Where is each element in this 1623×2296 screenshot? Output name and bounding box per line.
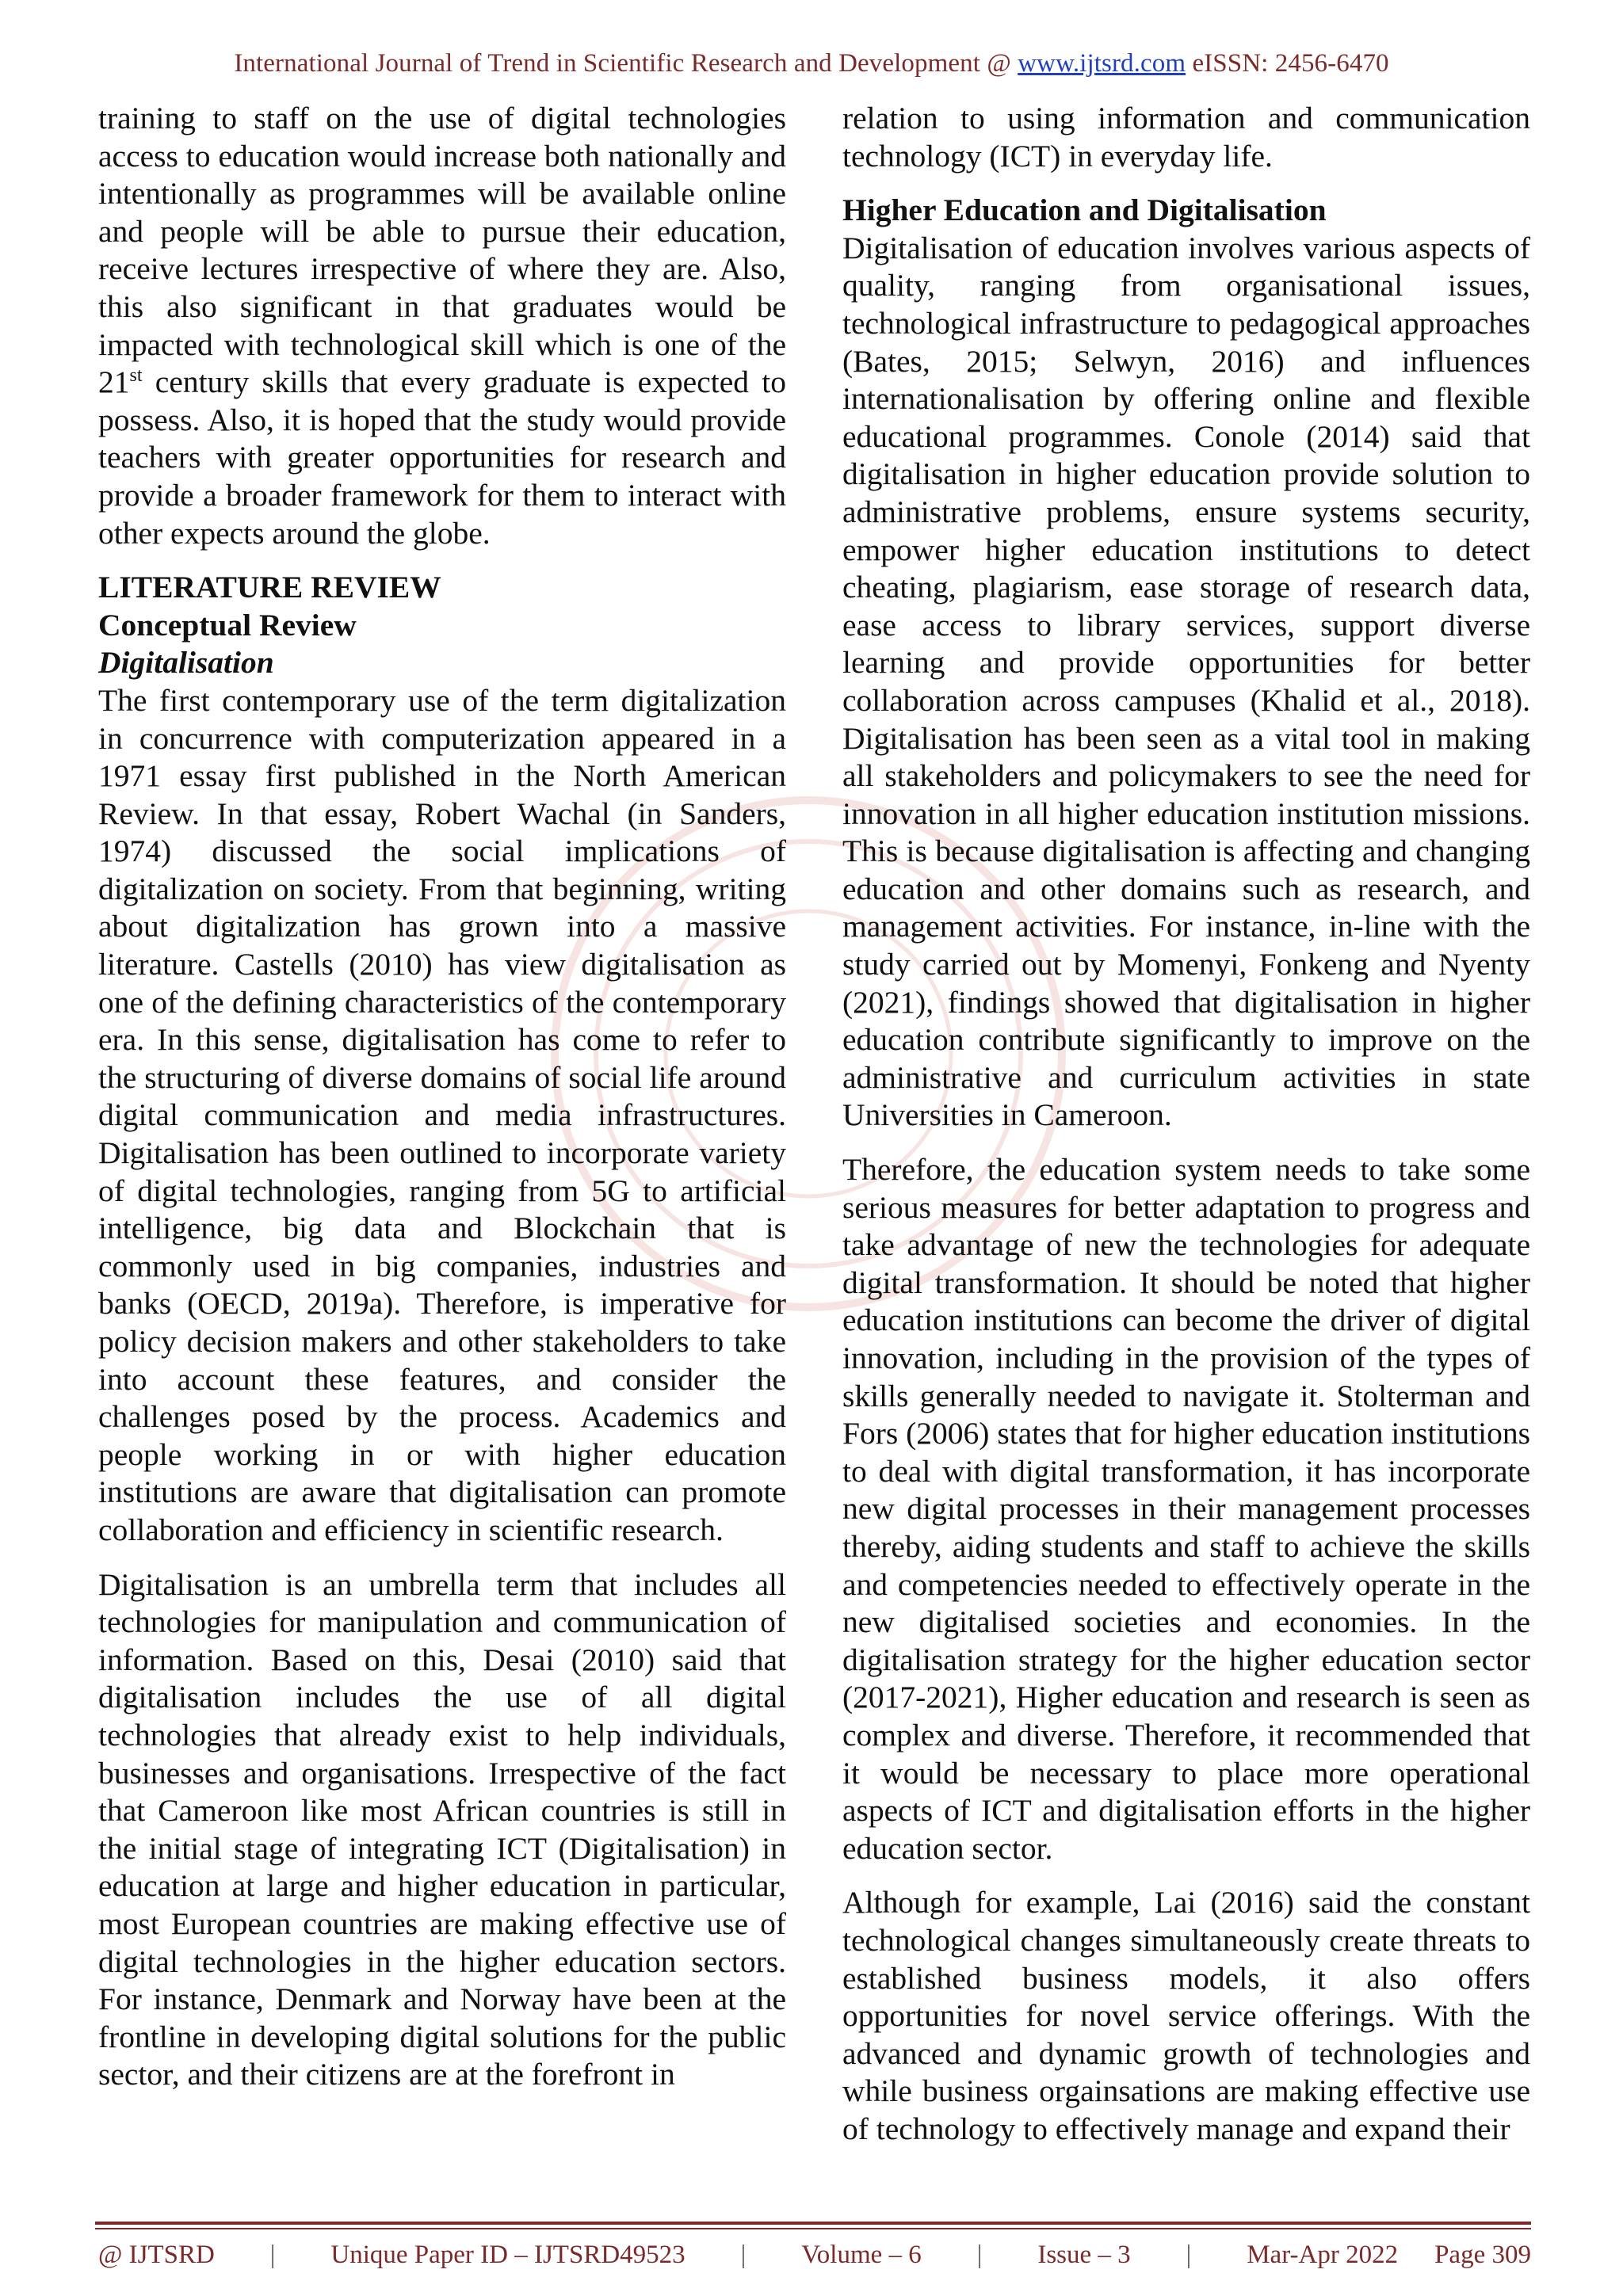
- running-footer: [98, 2241, 1531, 2270]
- footer-volume: Volume – 6: [801, 2241, 922, 2269]
- digitalisation-subheading: Digitalisation: [98, 645, 274, 681]
- journal-issn: eISSN: 2456-6470: [1192, 49, 1389, 78]
- footer-rule-top: [95, 2222, 1531, 2225]
- journal-url-link[interactable]: www.ijtsrd.com: [1018, 49, 1186, 78]
- continuation-paragraph: relation to using information and communication technology (ICT) in everyday life.: [842, 101, 1530, 174]
- journal-name: International Journal of Trend in Scientific Research and Development @: [234, 49, 1011, 78]
- footer-separator: |: [740, 2241, 747, 2269]
- digitalisation-paragraph-1: The first contemporary use of the term digitalization in concurrence with computerization appeared in a 1971 essay first published in the North American Review. In that essay, Robert Wachal (in Sanders, 1974) discussed the social implications of digitalization on society. From that beginning, writing about digitalization has grown into a massive literature. Castells (2010) has view digitalisation as one of the defining characteristics of the contemporary era. In this sense, digitalisation has come to refer to the structuring of diverse domains of social life around digital communication and media infrastructures. Digitalisation has been outlined to incorporate variety of digital technologies, ranging from 5G to artificial intelligence, big data and Blockchain that is commonly used in big companies, industries and banks (OECD, 2019a). Therefore, is imperative for policy decision makers and other stakeholders to take into account these features, and consider the challenges posed by the process. Academics and people working in or with higher education institutions are aware that digitalisation can promote collaboration and efficiency in scientific research.: [98, 682, 786, 1547]
- footer-separator: |: [1186, 2241, 1192, 2269]
- footer-paper-id: Unique Paper ID – IJTSRD49523: [330, 2241, 685, 2269]
- footer-date: Mar-Apr 2022: [1247, 2241, 1399, 2269]
- intro-paragraph: training to staff on the use of digital technologies access to education would increase both nationally and intentionally as programmes will be available online and people will be able to pursue their education, receive lectures irrespective of where they are. Also, this also significant in that graduates would be impacted with technological skill which is one of the 21st century skills that every graduate is expected to possess. Also, it is hoped that the study would provide teachers with greater opportunities for research and provide a broader framework for them to interact with other expects around the globe.: [98, 101, 786, 551]
- right-column: [842, 100, 1530, 2148]
- higher-education-paragraph-3: Although for example, Lai (2016) said the constant technological changes simultaneously create threats to established business models, it also offers opportunities for novel service offerings. With the advanced and dynamic growth of technologies and while business orgainsations are making effective use of technology to effectively manage and expand their: [842, 1885, 1530, 2146]
- left-column: [98, 100, 786, 2094]
- running-header: [0, 49, 1623, 78]
- footer-rule-bottom: [95, 2228, 1531, 2229]
- footer-separator: |: [269, 2241, 276, 2269]
- footer-issue: Issue – 3: [1037, 2241, 1131, 2269]
- footer-page-number: Page 309: [1434, 2241, 1531, 2269]
- footer-site: @ IJTSRD: [98, 2241, 215, 2269]
- higher-education-heading: Higher Education and Digitalisation: [842, 193, 1327, 228]
- higher-education-paragraph-1: Digitalisation of education involves various aspects of quality, ranging from organisational issues, technological infrastructure to pedagogical approaches (Bates, 2015; Selwyn, 2016) and influences internationalisation by offering online and flexible educational programmes. Conole (2014) said that digitalisation in higher education provide solution to administrative problems, ensure systems security, empower higher education institutions to detect cheating, plagiarism, ease storage of research data, ease access to library services, support diverse learning and provide opportunities for better collaboration across campuses (Khalid et al., 2018). Digitalisation has been seen as a vital tool in making all stakeholders and policymakers to see the need for innovation in all higher education institution missions. This is because digitalisation is affecting and changing education and other domains such as research, and management activities. For instance, in-line with the study carried out by Momenyi, Fonkeng and Nyenty (2021), findings showed that digitalisation in higher education contribute significantly to improve on the administrative and curriculum activities in state Universities in Cameroon.: [842, 230, 1530, 1133]
- higher-education-paragraph-2: Therefore, the education system needs to take some serious measures for better adaptation to progress and take advantage of new the technologies for adequate digital transformation. It should be noted that higher education institutions can become the driver of digital innovation, including in the provision of the types of skills generally needed to navigate it. Stolterman and Fors (2006) states that for higher education institutions to deal with digital transformation, it has incorporate new digital processes in their management processes thereby, aiding students and staff to achieve the skills and competencies needed to effectively operate in the new digitalised societies and economies. In the digitalisation strategy for the higher education sector (2017-2021), Higher education and research is seen as complex and diverse. Therefore, it recommended that it would be necessary to place more operational aspects of ICT and digitalisation efforts in the higher education sector.: [842, 1152, 1530, 1866]
- footer-separator: |: [976, 2241, 983, 2269]
- conceptual-review-heading: Conceptual Review: [98, 607, 357, 643]
- literature-review-heading: LITERATURE REVIEW: [98, 570, 441, 605]
- digitalisation-paragraph-2: Digitalisation is an umbrella term that includes all technologies for manipulation and communication of information. Based on this, Desai (2010) said that digitalisation includes the use of all digital technologies that already exist to help individuals, businesses and organisations. Irrespective of the fact that Cameroon like most African countries is still in the initial stage of integrating ICT (Digitalisation) in education at large and higher education in particular, most European countries are making effective use of digital technologies in the higher education sectors. For instance, Denmark and Norway have been at the frontline in developing digital solutions for the public sector, and their citizens are at the forefront in: [98, 1566, 786, 2092]
